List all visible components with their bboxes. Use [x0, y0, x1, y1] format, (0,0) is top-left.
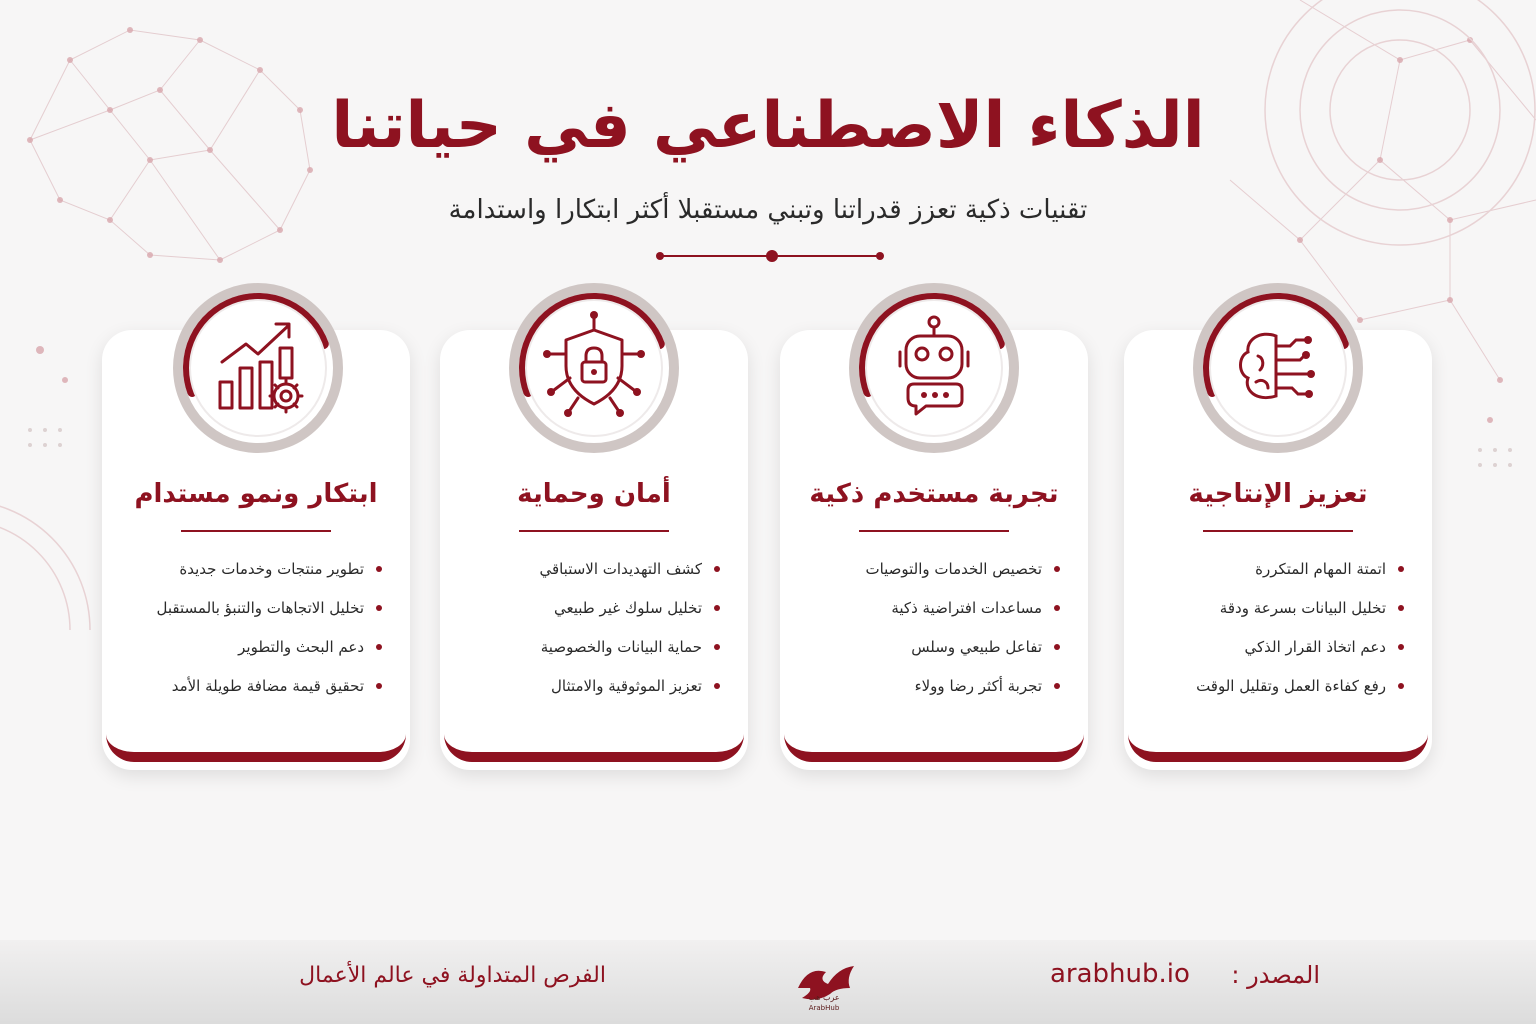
bullet-icon — [1054, 566, 1060, 572]
bullet-icon — [376, 605, 382, 611]
chatbot-robot-icon — [844, 278, 1024, 458]
page-subtitle: تقنيات ذكية تعزز قدراتنا وتبني مستقبلا أكثر ابتكارا واستدامة — [448, 195, 1088, 225]
card-bottom-accent — [444, 712, 744, 762]
footer-source-link[interactable]: arabhub.io — [1050, 959, 1190, 989]
bullet-icon — [1054, 644, 1060, 650]
footer-tagline: الفرص المتداولة في عالم الأعمال — [299, 963, 606, 988]
bullet-icon — [376, 644, 382, 650]
card-list — [790, 556, 1060, 712]
card-bottom-accent — [1128, 712, 1428, 762]
card-title-underline — [859, 530, 1009, 532]
logo-text-arabic: عرب هب — [808, 993, 840, 1002]
bullet-icon — [1398, 683, 1404, 689]
brain-circuit-icon — [1188, 278, 1368, 458]
bullet-icon — [714, 566, 720, 572]
card-bottom-accent — [106, 712, 406, 762]
logo-text-english: ArabHub — [808, 1004, 840, 1012]
bullet-icon — [376, 683, 382, 689]
list-item: تخليل الاتجاهات والتنبؤ بالمستقبل — [112, 595, 382, 634]
list-item: اتمتة المهام المتكررة — [1134, 556, 1404, 595]
list-item: كشف التهديدات الاستباقي — [450, 556, 720, 595]
list-item: تخليل البيانات بسرعة ودقة — [1134, 595, 1404, 634]
card-title: ابتكار ونمو مستدام — [134, 479, 378, 509]
card-title: تعزيز الإنتاجية — [1188, 479, 1368, 509]
list-item: تخليل سلوك غير طبيعي — [450, 595, 720, 634]
list-item: مساعدات افتراضية ذكية — [790, 595, 1060, 634]
bullet-icon — [376, 566, 382, 572]
bullet-icon — [1398, 605, 1404, 611]
list-item: دعم البحث والتطوير — [112, 634, 382, 673]
page-title: الذكاء الاصطناعي في حياتنا — [331, 89, 1205, 163]
bullet-icon — [714, 605, 720, 611]
list-item: تفاعل طبيعي وسلس — [790, 634, 1060, 673]
card-title-underline — [181, 530, 331, 532]
list-item: حماية البيانات والخصوصية — [450, 634, 720, 673]
card-title: أمان وحماية — [517, 479, 671, 509]
card-title-underline — [519, 530, 669, 532]
list-item: تطوير منتجات وخدمات جديدة — [112, 556, 382, 595]
list-item: دعم اتخاذ القرار الذكي — [1134, 634, 1404, 673]
list-item: تخصيص الخدمات والتوصيات — [790, 556, 1060, 595]
card-list — [450, 556, 720, 712]
card-title-underline — [1203, 530, 1353, 532]
card-bottom-accent — [784, 712, 1084, 762]
card-title: تجربة مستخدم ذكية — [809, 479, 1059, 509]
bullet-icon — [1398, 566, 1404, 572]
title-divider — [650, 246, 890, 266]
list-item: رفع كفاءة العمل وتقليل الوقت — [1134, 673, 1404, 712]
card-list — [1134, 556, 1404, 712]
card-list — [112, 556, 382, 712]
list-item: تعزيز الموثوقية والامتثال — [450, 673, 720, 712]
bullet-icon — [714, 683, 720, 689]
footer-source-label: المصدر : — [1231, 961, 1320, 989]
growth-chart-gear-icon — [168, 278, 348, 458]
bullet-icon — [714, 644, 720, 650]
security-shield-lock-icon — [504, 278, 684, 458]
bullet-icon — [1398, 644, 1404, 650]
bullet-icon — [1054, 605, 1060, 611]
list-item: تحقيق قيمة مضافة طويلة الأمد — [112, 673, 382, 712]
list-item: تجربة أكثر رضا وولاء — [790, 673, 1060, 712]
bullet-icon — [1054, 683, 1060, 689]
